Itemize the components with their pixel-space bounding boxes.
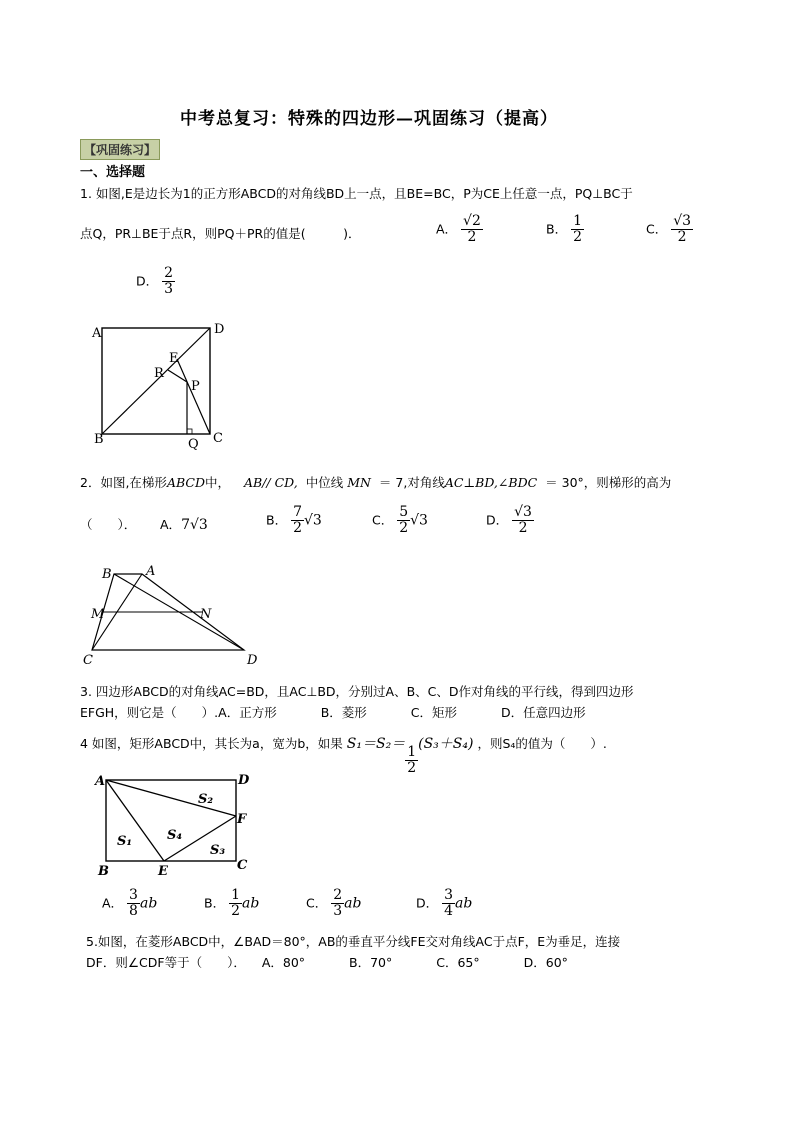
q3-option-a: EFGH，则它是（ ）.A．正方形 bbox=[80, 705, 277, 720]
q2-option-d bbox=[486, 505, 534, 537]
q4-option-a bbox=[102, 888, 157, 920]
q1-line1: 1. 如图,E是边长为1的正方形ABCD的对角线BD上一点，且BE=BC，P为CE上任意一点，PQ⊥BC于 bbox=[80, 186, 633, 201]
q1-option-b bbox=[546, 214, 584, 246]
label-n: N bbox=[200, 607, 212, 622]
label-s2: S₂ bbox=[198, 792, 214, 807]
label-c: C bbox=[213, 431, 223, 446]
right-angle-q bbox=[187, 429, 192, 434]
q2-text-c: 中， bbox=[204, 475, 230, 490]
q2-line1 bbox=[80, 473, 671, 491]
q3-option-b: B．菱形 bbox=[320, 705, 367, 720]
option-label: D． bbox=[416, 895, 439, 911]
option-label: A． bbox=[160, 517, 182, 532]
q1-option-a bbox=[436, 214, 483, 246]
q1-option-c bbox=[646, 214, 693, 246]
label-c: C bbox=[237, 858, 248, 873]
q5-text-a: DF．则∠CDF等于（ ）． bbox=[86, 955, 246, 970]
q1-line2: 点Q，PR⊥BE于点R，则PQ＋PR的值是( )． bbox=[80, 226, 361, 241]
option-tail: ab bbox=[241, 895, 260, 912]
label-a: A bbox=[92, 326, 102, 341]
label-a: A bbox=[95, 774, 106, 789]
q1-figure bbox=[88, 318, 238, 453]
q1-option-d bbox=[136, 266, 175, 298]
frac-num: 1 bbox=[231, 887, 240, 903]
q3-option-c: C．矩形 bbox=[410, 705, 457, 720]
q4-option-b bbox=[204, 888, 259, 920]
option-label: B． bbox=[204, 895, 226, 911]
frac-num: 2 bbox=[333, 887, 343, 903]
label-e: E bbox=[169, 351, 179, 366]
label-q: Q bbox=[188, 437, 199, 452]
label-e: E bbox=[158, 864, 168, 879]
option-value: 7√3 bbox=[181, 517, 208, 533]
frac-num: √2 bbox=[463, 213, 481, 229]
option-tail: ab bbox=[455, 895, 473, 912]
label-d: D bbox=[238, 773, 250, 788]
frac-num: 1 bbox=[407, 744, 417, 760]
q2-text-d: AB// CD, bbox=[243, 475, 298, 490]
frac-den: 2 bbox=[467, 229, 477, 246]
section-heading: 一、选择题 bbox=[80, 165, 146, 180]
frac-den: 2 bbox=[399, 520, 409, 537]
q4-text-a: 4 如图，矩形ABCD中，其长为a，宽为b，如果 bbox=[80, 736, 343, 751]
q2-text-b: ABCD bbox=[166, 475, 205, 490]
q2-text-e: 中位线 bbox=[305, 475, 344, 490]
frac-num: 7 bbox=[293, 504, 302, 520]
section-badge: 【巩固练习】 bbox=[80, 139, 160, 160]
q2-text-a: 2．如图,在梯形 bbox=[80, 475, 167, 490]
q5-line1: 5.如图，在菱形ABCD中，∠BAD＝80°，AB的垂直平分线FE交对角线AC于点F，E为垂足，连接 bbox=[86, 934, 621, 949]
q4-option-d bbox=[416, 888, 472, 920]
segment-ae bbox=[106, 780, 164, 861]
frac-den: 3 bbox=[333, 903, 343, 920]
label-s4: S₄ bbox=[167, 828, 183, 843]
q5-option-d: D．60° bbox=[523, 955, 568, 970]
q2-option-a bbox=[160, 515, 208, 533]
q5-option-a: A．80° bbox=[261, 955, 306, 970]
q2-text-h: AC⊥BD,∠BDC bbox=[444, 475, 538, 490]
label-a: A bbox=[146, 564, 156, 579]
frac-den: 2 bbox=[293, 520, 302, 537]
segment-af bbox=[106, 780, 236, 816]
q2-option-b bbox=[266, 505, 322, 537]
label-b: B bbox=[98, 864, 109, 879]
option-tail: √3 bbox=[410, 512, 428, 529]
frac-den: 4 bbox=[444, 903, 454, 920]
option-label: D． bbox=[136, 273, 159, 289]
option-label: B． bbox=[266, 512, 288, 528]
q5-option-b: B．70° bbox=[349, 955, 393, 970]
option-label: C． bbox=[646, 221, 668, 237]
option-tail: ab bbox=[344, 895, 362, 912]
frac-num: √3 bbox=[673, 213, 692, 229]
option-label: A． bbox=[102, 895, 124, 911]
q2-option-c bbox=[372, 505, 428, 537]
frac-den: 2 bbox=[677, 229, 687, 246]
label-s1: S₁ bbox=[117, 834, 133, 849]
frac-num: 2 bbox=[164, 265, 174, 281]
q2-text-f: MN bbox=[347, 475, 371, 490]
frac-den: 2 bbox=[573, 229, 582, 246]
label-b: B bbox=[102, 567, 112, 582]
frac-den: 2 bbox=[407, 760, 417, 777]
option-label: C． bbox=[372, 512, 394, 528]
frac-den: 2 bbox=[518, 520, 528, 537]
frac-den: 8 bbox=[129, 903, 138, 920]
q4-figure bbox=[92, 768, 262, 880]
q4-option-c bbox=[306, 888, 361, 920]
label-f: F bbox=[237, 812, 247, 827]
frac-num: 3 bbox=[129, 887, 138, 903]
q2-text-i: ＝ 30°，则梯形的高为 bbox=[545, 475, 672, 490]
q2-text-g: ＝ 7,对角线 bbox=[378, 475, 445, 490]
q2-figure bbox=[82, 560, 272, 672]
label-d: D bbox=[214, 322, 225, 337]
q5-line2 bbox=[86, 953, 568, 971]
option-tail: ab bbox=[139, 895, 158, 912]
segment-ce bbox=[177, 359, 210, 434]
q4-formula-left: S₁＝S₂＝ bbox=[346, 736, 406, 752]
label-d: D bbox=[247, 653, 258, 668]
label-b: B bbox=[94, 432, 104, 447]
q3-option-d: D．任意四边形 bbox=[500, 705, 586, 720]
frac-den: 2 bbox=[231, 903, 240, 920]
page-title: 中考总复习：特殊的四边形—巩固练习（提高） bbox=[180, 109, 558, 129]
frac-den: 3 bbox=[164, 281, 174, 298]
frac-num: 1 bbox=[573, 213, 582, 229]
label-r: R bbox=[154, 366, 164, 381]
q2-line2: （ ）． bbox=[80, 517, 137, 532]
option-label: D． bbox=[486, 512, 509, 528]
frac-num: 3 bbox=[444, 887, 454, 903]
option-label: C． bbox=[306, 895, 328, 911]
option-label: A． bbox=[436, 221, 458, 237]
label-c: C bbox=[83, 653, 93, 668]
q4-formula-right: (S₃＋S₄) bbox=[418, 736, 474, 752]
label-m: M bbox=[91, 607, 105, 622]
label-s3: S₃ bbox=[210, 843, 226, 858]
frac-num: 5 bbox=[399, 504, 409, 520]
frac-num: √3 bbox=[514, 504, 532, 520]
q4-text-b: ，则S₄的值为（ ）. bbox=[477, 736, 607, 751]
option-tail: √3 bbox=[303, 512, 322, 529]
label-p: P bbox=[191, 379, 200, 394]
option-label: B． bbox=[546, 221, 568, 237]
q5-option-c: C．65° bbox=[436, 955, 480, 970]
q3-line2 bbox=[80, 703, 586, 721]
q3-line1: 3. 四边形ABCD的对角线AC=BD，且AC⊥BD，分别过A、B、C、D作对角线的平行线，得到四边形 bbox=[80, 684, 634, 699]
